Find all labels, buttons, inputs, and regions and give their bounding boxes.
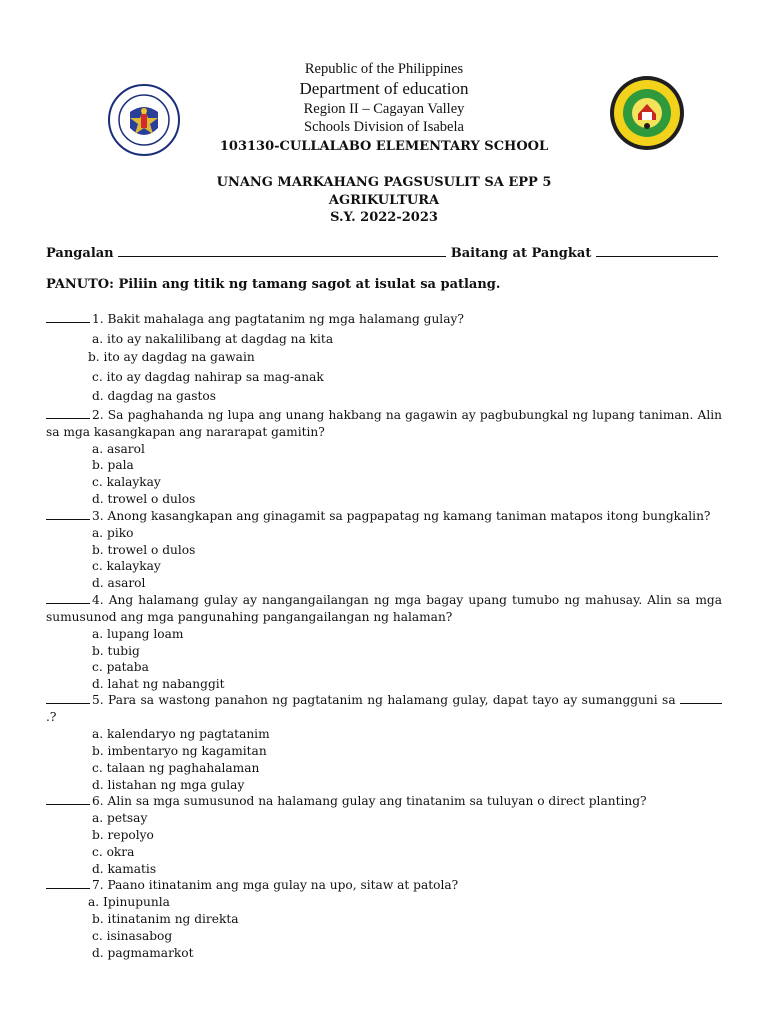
instructions: PANUTO: Piliin ang titik ng tamang sagot at isulat sa patlang. — [46, 277, 501, 292]
option: c. talaan ng paghahalaman — [92, 761, 260, 775]
option: b. trowel o dulos — [92, 543, 196, 557]
question-2 — [46, 407, 722, 441]
region-line: Region II – Cagayan Valley — [303, 101, 465, 117]
question-4 — [46, 592, 722, 626]
option: a. kalendaryo ng pagtatanim — [92, 727, 270, 741]
letterhead — [0, 60, 768, 157]
title-line-3: S.Y. 2022-2023 — [330, 210, 438, 225]
question-number: 4. — [92, 593, 104, 607]
question-6 — [46, 793, 722, 810]
option: c. isinasabog — [92, 929, 173, 943]
option: a. Ipinupunla — [88, 895, 170, 909]
option: d. pagmamarkot — [92, 946, 194, 960]
division-line: Schools Division of Isabela — [304, 119, 464, 135]
question-text: Ang halamang gulay ay nangangailangan ng mga bagay upang tumubo ng mahusay. Alin sa mga sumusunod ang mga pangunahing pangangailangan ng halaman? — [46, 593, 722, 624]
question-text: Alin sa mga sumusunod na halamang gulay ang tinatanim sa tuluyan o direct planting? — [103, 794, 647, 808]
answer-blank[interactable] — [46, 407, 90, 419]
question-number: 3. — [92, 509, 104, 523]
question-3 — [46, 508, 722, 525]
option: d. trowel o dulos — [92, 492, 196, 506]
option: b. tubig — [92, 644, 140, 658]
question-number: 1. — [92, 312, 104, 326]
option: d. asarol — [92, 576, 146, 590]
option: d. dagdag na gastos — [92, 389, 216, 403]
option: b. imbentaryo ng kagamitan — [92, 744, 267, 758]
republic-line: Republic of the Philippines — [304, 61, 464, 77]
grade-blank[interactable] — [596, 245, 718, 257]
option: a. petsay — [92, 811, 148, 825]
title-line-2: AGRIKULTURA — [328, 192, 440, 208]
question-text: Sa paghahanda ng lupa ang unang hakbang na gagawin ay pagbubungkal ng lupang taniman. Alin sa mga kasangkapan ang nararapat gamitin? — [46, 408, 722, 439]
name-blank[interactable] — [118, 245, 446, 257]
question-text: Anong kasangkapan ang ginagamit sa pagpapatag ng kamang taniman matapos itong bungkalin? — [103, 509, 711, 523]
question-text: Paano itinatanim ang mga gulay na upo, sitaw at patola? — [103, 878, 459, 892]
question-text: Para sa wastong panahon ng pagtatanim ng halamang gulay, dapat tayo ay sumangguni sa — [103, 693, 676, 707]
fill-blank[interactable] — [680, 692, 722, 704]
name-label: Pangalan — [46, 246, 114, 261]
name-grade-line — [46, 245, 726, 261]
question-5 — [46, 692, 722, 726]
option: d. kamatis — [92, 862, 157, 876]
option: c. kalaykay — [92, 559, 161, 573]
option: a. lupang loam — [92, 627, 184, 641]
option: c. ito ay dagdag nahirap sa mag-anak — [92, 370, 324, 384]
option: d. lahat ng nabanggit — [92, 677, 225, 691]
option: b. repolyo — [92, 828, 154, 842]
department-line: Department of education — [299, 79, 469, 98]
option: a. piko — [92, 526, 134, 540]
option: a. asarol — [92, 442, 145, 456]
answer-blank[interactable] — [46, 592, 90, 604]
answer-blank[interactable] — [46, 793, 90, 805]
school-name: 103130-CULLALABO ELEMENTARY SCHOOL — [219, 139, 549, 154]
question-7 — [46, 877, 722, 894]
title-line-1: UNANG MARKAHANG PAGSUSULIT SA EPP 5 — [216, 175, 552, 190]
question-number: 5. — [92, 693, 104, 707]
question-1 — [46, 311, 722, 328]
grade-label: Baitang at Pangkat — [450, 246, 592, 261]
option: c. pataba — [92, 660, 149, 674]
option: c. okra — [92, 845, 135, 859]
question-number: 6. — [92, 794, 104, 808]
question-text-end: .? — [46, 709, 57, 724]
option: c. kalaykay — [92, 475, 161, 489]
option: a. ito ay nakalilibang at dagdag na kita — [92, 332, 334, 346]
question-number: 2. — [92, 408, 104, 422]
question-text: Bakit mahalaga ang pagtatanim ng mga halamang gulay? — [103, 312, 464, 326]
question-number: 7. — [92, 878, 104, 892]
option: b. itinatanim ng direkta — [92, 912, 239, 926]
option: b. pala — [92, 458, 134, 472]
exam-title — [0, 174, 768, 227]
answer-blank[interactable] — [46, 311, 90, 323]
option: b. ito ay dagdag na gawain — [88, 350, 255, 364]
option: d. listahan ng mga gulay — [92, 778, 245, 792]
answer-blank[interactable] — [46, 508, 90, 520]
answer-blank[interactable] — [46, 692, 90, 704]
answer-blank[interactable] — [46, 877, 90, 889]
